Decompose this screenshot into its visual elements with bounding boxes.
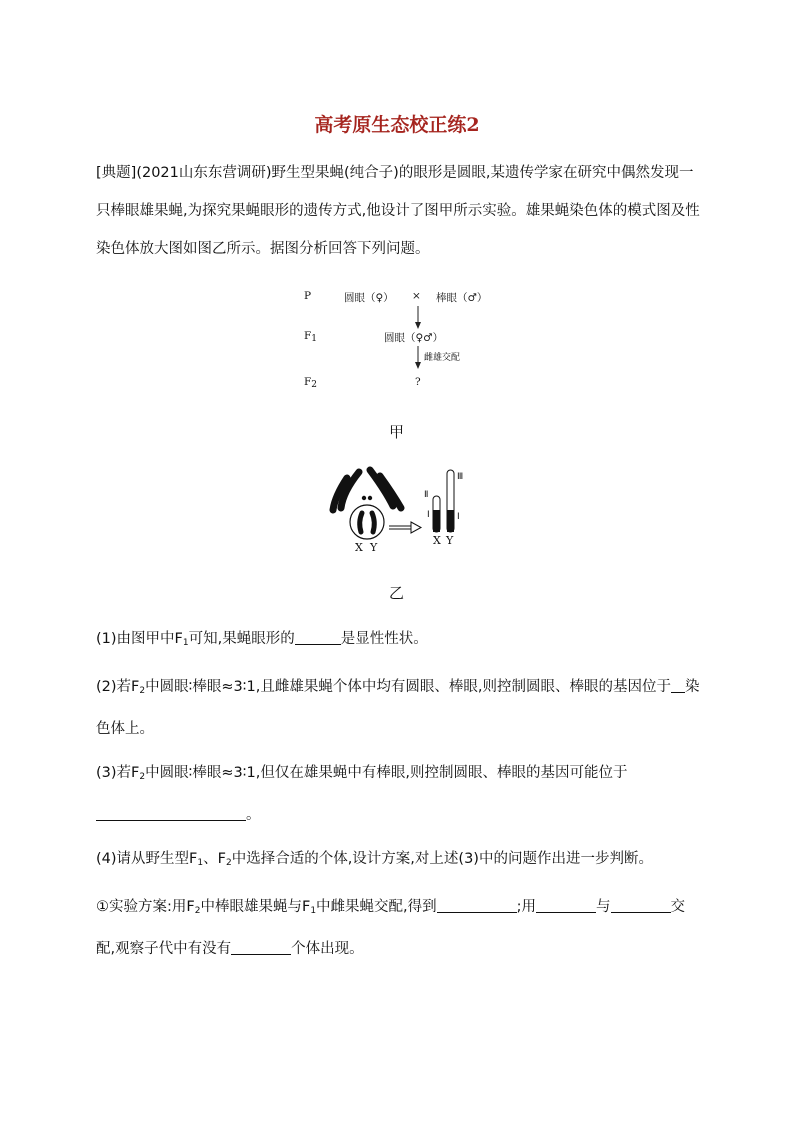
enlarge-arrow — [389, 522, 421, 533]
answer-blank-5[interactable] — [536, 911, 596, 913]
y-label-cell: Y — [370, 541, 378, 554]
question-1: (1)由图甲中$F_1$可知,果蝇眼形的 是显性性状。 — [96, 631, 428, 648]
y-chromosome-enlarged — [447, 470, 454, 532]
question-3: (3)若$F_2$中圆眼∶棒眼≈3∶1,但仅在雄果蝇中有棒眼,则控制圆眼、棒眼的基因可能位于。 — [96, 765, 628, 823]
answer-blank-6[interactable] — [611, 911, 671, 913]
x-label-cell: X — [355, 541, 363, 554]
answer-blank-3[interactable] — [96, 819, 246, 821]
x-label-enlarged: X — [433, 534, 441, 547]
f1-generation-label: $F_1$ — [304, 330, 318, 344]
cross-diagram — [300, 286, 520, 396]
question-2: (2)若$F_2$中圆眼∶棒眼≈3∶1,且雌雄果蝇个体中均有圆眼、棒眼,则控制圆眼、棒眼的基因位于 染色体上。 — [96, 679, 700, 737]
cross-symbol: × — [412, 290, 421, 302]
question-4: (4)请从野生型$F_1$、$F_2$中选择合适的个体,设计方案,对上述(3)中的问题作出进一步判断。 — [96, 851, 653, 868]
x-chromosome-enlarged — [433, 496, 440, 532]
region-I-right-label: Ⅰ — [457, 512, 460, 522]
y-label-enlarged: Y — [446, 534, 454, 547]
arrow-note: 雌雄交配 — [424, 353, 461, 363]
intro-paragraph: [典题](2021山东东营调研)野生型果蝇(纯合子)的眼形是圆眼,某遗传学家在研究中偶然发现一只棒眼雄果蝇,为探究果蝇眼形的遗传方式,他设计了图甲所示实验。雄果蝇染色体的模式图及性染色体放大图如图乙所示。据图分析回答下列问题。 — [96, 165, 700, 257]
p-female-phenotype: 圆眼（♀） — [344, 292, 394, 304]
f1-phenotype: 圆眼（♀♂） — [384, 332, 444, 344]
arrow-p-to-f1 — [413, 306, 423, 330]
region-II-label: Ⅱ — [424, 490, 429, 500]
figure-caption-jia: 甲 — [389, 423, 405, 441]
arrow-f1-to-f2 — [413, 346, 423, 370]
region-I-left-label: Ⅰ — [427, 510, 430, 520]
figure-caption-yi: 乙 — [389, 584, 405, 602]
f2-phenotype: ? — [415, 376, 421, 388]
autosome-pairs — [333, 470, 401, 510]
p-generation-label: P — [304, 290, 312, 302]
answer-blank-1[interactable] — [295, 643, 341, 645]
question-4-experiment-plan: ①实验方案:用$F_2$中棒眼雄果蝇与$F_1$中雌果蝇交配,得到 ;用 与 交配,观察子代中有没有 个体出现。 — [96, 899, 686, 957]
answer-blank-7[interactable] — [231, 953, 291, 955]
region-III-label: Ⅲ — [457, 472, 464, 482]
sex-chromosome-pair — [350, 505, 384, 539]
f2-generation-label: $F_2$ — [304, 376, 318, 390]
answer-blank-2[interactable] — [671, 691, 685, 693]
page-title: 高考原生态校正练2 — [314, 114, 480, 136]
p-male-phenotype: 棒眼（♂） — [436, 292, 488, 304]
answer-blank-4[interactable] — [437, 911, 517, 913]
